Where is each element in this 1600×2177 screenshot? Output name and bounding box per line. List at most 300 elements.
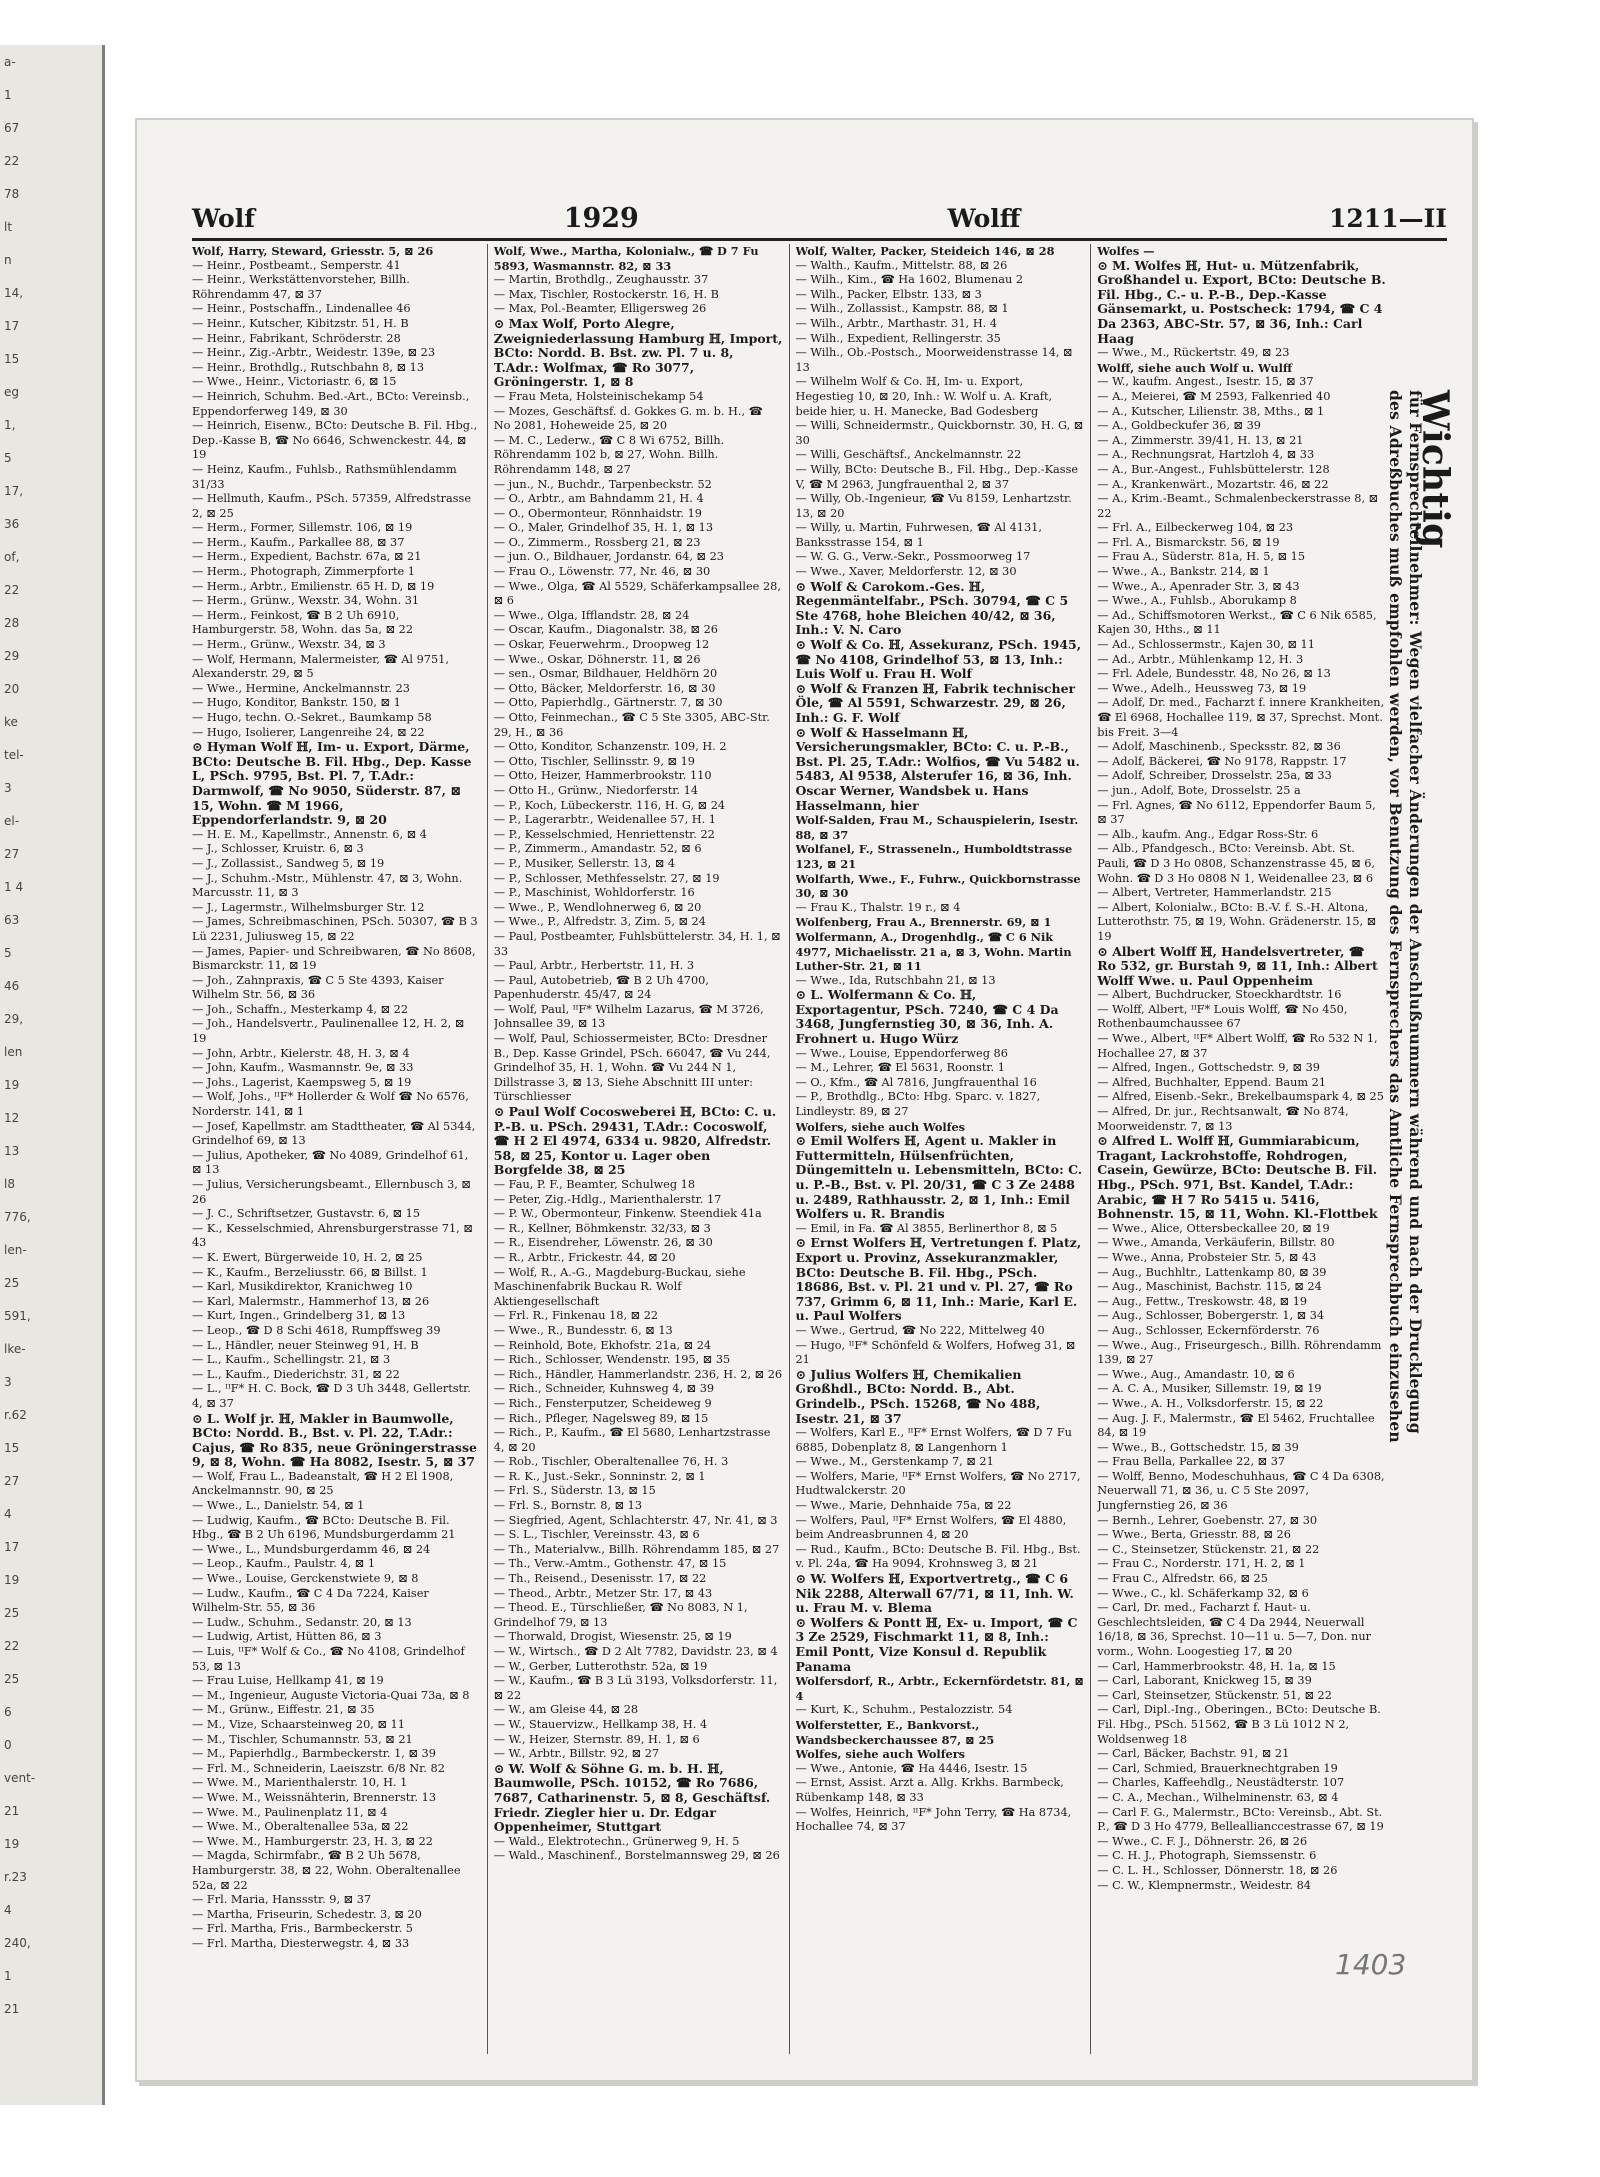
directory-entry: — P., Schlosser, Methfesselstr. 27, ⊠ 19	[493, 871, 720, 885]
directory-entry: — Wolf, R., A.-G., Magdeburg-Buckau, siehe Maschinenfabrik Buckau R. Wolf Aktiengesellschaft	[493, 1265, 746, 1308]
directory-entry: — A., Meierei, ☎ M 2593, Falkenried 40	[1097, 389, 1331, 403]
directory-entry: — Wwe., Louise, Gerckenstwiete 9, ⊠ 8	[192, 1572, 419, 1586]
directory-entry: — O., Obermonteur, Rönnhaidstr. 19	[493, 506, 702, 520]
directory-entry: — Wilh., Packer, Elbstr. 133, ⊠ 3	[795, 287, 982, 301]
directory-entry: — Wwe., Anna, Probsteier Str. 5, ⊠ 43	[1097, 1250, 1317, 1264]
directory-entry: — O., Maler, Grindelhof 35, H. 1, ⊠ 13	[493, 521, 714, 535]
directory-entry: — Adolf, Maschinenb., Specksstr. 82, ⊠ 36	[1097, 740, 1341, 754]
directory-entry: — Aug., Maschinist, Bachstr. 115, ⊠ 24	[1097, 1280, 1322, 1294]
column-4	[1097, 244, 1392, 2054]
directory-entry: Wolfes —	[1097, 244, 1155, 258]
directory-entry: — Emil, in Fa. ☎ Al 3855, Berlinerthor 8, ⊠ 5	[795, 1221, 1058, 1235]
directory-entry: — O., Zimmerm., Rossberg 21, ⊠ 23	[493, 535, 701, 549]
directory-entry: — James, Schreibmaschinen, PSch. 50307, ☎ B 3 Lü 2231, Juliusweg 15, ⊠ 22	[192, 915, 478, 943]
directory-entry: — Reinhold, Bote, Ekhofstr. 21a, ⊠ 24	[493, 1338, 712, 1352]
facing-page-fragment: 25	[4, 1606, 20, 1620]
directory-entry: — J. C., Schriftsetzer, Gustavstr. 6, ⊠ 15	[192, 1207, 421, 1221]
facing-page-fragment: of,	[4, 550, 20, 564]
directory-entry: — Willy, Ob.-Ingenieur, ☎ Vu 8159, Lenhartzstr. 13, ⊠ 20	[795, 492, 1072, 520]
directory-entry: — W., Gerber, Lutterothstr. 52a, ⊠ 19	[493, 1659, 708, 1673]
directory-entry: — M., Vize, Schaarsteinweg 20, ⊠ 11	[192, 1717, 405, 1731]
directory-entry: — Magda, Schirmfabr., ☎ B 2 Uh 5678, Hamburgerstr. 38, ⊠ 22, Wohn. Oberaltenallee 52a, ⊠ 22	[192, 1849, 461, 1892]
directory-entry: — Frl. Martha, Diesterwegstr. 4, ⊠ 33	[192, 1936, 410, 1950]
directory-entry: — M., Lehrer, ☎ El 5631, Roonstr. 1	[795, 1061, 1005, 1075]
directory-entry: — Wolff, Albert, ᴵᴵF* Louis Wolff, ☎ No 450, Rothenbaumchaussee 67	[1097, 1002, 1348, 1031]
directory-entry: — Kurt, K., Schuhm., Pestalozzistr. 54	[795, 1703, 1013, 1717]
directory-entry: — R. K., Just.-Sekr., Sonninstr. 2, ⊠ 1	[493, 1469, 706, 1483]
facing-page-fragment: 27	[4, 847, 20, 861]
directory-entry: — Frl. M., Schneiderin, Laeiszstr. 6/8 Nr. 82	[192, 1761, 445, 1775]
directory-entry: — Wwe., P., Wendlohnerweg 6, ⊠ 20	[493, 900, 702, 914]
column-3	[796, 244, 1092, 2054]
directory-entry: — Wolfers, Karl E., ᴵᴵF* Ernst Wolfers, ☎ D 7 Fu 6885, Dobenplatz 8, ⊠ Langenhorn 1	[795, 1426, 1072, 1454]
directory-entry: — Karl, Musikdirektor, Kranichweg 10	[192, 1280, 413, 1294]
facing-page-fragment: 14,	[4, 286, 24, 300]
directory-entry: — R., Arbtr., Frickestr. 44, ⊠ 20	[493, 1250, 676, 1264]
directory-entry: — Peter, Zig.-Hdlg., Marienthalerstr. 17	[493, 1192, 722, 1206]
directory-entry: — Luis, ᴵᴵF* Wolf & Co., ☎ No 4108, Grindelhof 53, ⊠ 13	[192, 1645, 465, 1673]
directory-entry: ⊙ M. Wolfes ℍ, Hut- u. Mützenfabrik, Großhandel u. Export, BCto: Deutsche B. Fil. Hbg., C.- u. P.-B., Dep.-Kasse Gänsemarkt, u. Postscheck: 1794, ☎ C 4 Da 2363, ABC-Str. 57, ⊠ 36, Inh.: Carl Haag	[1097, 257, 1386, 346]
directory-entry: — Charles, Kaffeehdlg., Neustädterstr. 107	[1097, 1776, 1345, 1790]
directory-entry: — Wilh., Ob.-Postsch., Moorweidenstrasse 14, ⊠ 13	[795, 346, 1073, 374]
directory-entry: — Alfred, Dr. jur., Rechtsanwalt, ☎ No 874, Moorweidenstr. 7, ⊠ 13	[1097, 1105, 1349, 1133]
directory-entry: — Albert, Buchdrucker, Stoeckhardtstr. 16	[1097, 988, 1342, 1002]
directory-entry: Wolf, Wwe., Martha, Kolonialw., ☎ D 7 Fu 5893, Wasmannstr. 82, ⊠ 33	[493, 244, 759, 273]
facing-page-fragment: 4	[4, 1903, 12, 1917]
facing-page-fragment: 22	[4, 583, 20, 597]
directory-entry: — M., Ingenieur, Auguste Victoria-Quai 73a, ⊠ 8	[192, 1688, 470, 1702]
facing-page-edge	[0, 45, 105, 2105]
directory-entry: — O., Arbtr., am Bahndamm 21, H. 4	[493, 492, 704, 506]
directory-entry: — Carl, Schmied, Brauerknechtgraben 19	[1097, 1761, 1338, 1775]
directory-entry: — K., Kesselschmied, Ahrensburgerstrasse 71, ⊠ 43	[192, 1221, 473, 1250]
directory-entry: — Frau O., Löwenstr. 77, Nr. 46, ⊠ 30	[493, 565, 711, 579]
directory-entry: — P., Lagerarbtr., Weidenallee 57, H. 1	[493, 813, 716, 827]
directory-entry: — M., Tischler, Schumannstr. 53, ⊠ 21	[192, 1732, 413, 1746]
directory-entry: — Julius, Apotheker, ☎ No 4089, Grindelhof 61, ⊠ 13	[192, 1148, 469, 1177]
directory-entry: — Ernst, Assist. Arzt a. Allg. Krkhs. Barmbeck, Rübenkamp 148, ⊠ 33	[795, 1776, 1064, 1804]
directory-entry: ⊙ W. Wolfers ℍ, Exportvertretg., ☎ C 6 Nik 2288, Alterwall 67/71, ⊠ 11, Inh. W. u. Frau M. v. Blema	[795, 1571, 1074, 1616]
directory-entry: — P., Brothdlg., BCto: Hbg. Sparc. v. 1827, Lindleystr. 89, ⊠ 27	[795, 1090, 1041, 1119]
directory-entry: — S. L., Tischler, Vereinsstr. 43, ⊠ 6	[493, 1528, 700, 1542]
facing-page-fragment: 20	[4, 682, 20, 696]
notice-line-2: des Adreßbuches muß empfohlen werden, vor Benutzung des Fernsprechers das Amtliche Fernsprechbuch einzusehen	[1386, 390, 1405, 1443]
directory-entry: — Herm., Feinkost, ☎ B 2 Uh 6910, Hamburgerstr. 58, Wohn. das 5a, ⊠ 22	[192, 608, 414, 637]
directory-entry: — Leop., ☎ D 8 Schi 4618, Rumpffsweg 39	[192, 1323, 441, 1337]
directory-entry: — Frau C., Norderstr. 171, H. 2, ⊠ 1	[1097, 1557, 1306, 1571]
handwritten-page-note: 1403	[1335, 1948, 1407, 1981]
directory-entry: — Hugo, ᴵᴵF* Schönfeld & Wolfers, Hofweg 31, ⊠ 21	[795, 1338, 1076, 1367]
directory-entry: — Frl. Adele, Bundesstr. 48, No 26, ⊠ 13	[1097, 667, 1331, 681]
directory-entry: — Wwe. M., Paulinenplatz 11, ⊠ 4	[192, 1805, 388, 1819]
facing-page-fragment: r.62	[4, 1408, 27, 1422]
directory-entry: — Albert, Kolonialw., BCto: B.-V. f. S.-H. Altona, Lutterothstr. 75, ⊠ 19, Wohn. Grädenerstr. 15, ⊠ 19	[1097, 900, 1377, 943]
facing-page-fragment: 6	[4, 1705, 12, 1719]
directory-entry: — Joh., Zahnpraxis, ☎ C 5 Ste 4393, Kaiser Wilhelm Str. 56, ⊠ 36	[192, 973, 444, 1002]
directory-entry: — Julius, Versicherungsbeamt., Ellernbusch 3, ⊠ 26	[192, 1178, 471, 1206]
directory-entry: — Th., Verw.-Amtm., Gothenstr. 47, ⊠ 15	[493, 1557, 727, 1571]
directory-entry: — Oskar, Feuerwehrm., Droopweg 12	[493, 638, 710, 652]
directory-entry: — A., Bur.-Angest., Fuhlsbüttelerstr. 128	[1097, 462, 1330, 476]
directory-entry: — A., Krim.-Beamt., Schmalenbeckerstrasse 8, ⊠ 22	[1097, 492, 1379, 520]
directory-entry: — Heinz, Kaufm., Fuhlsb., Rathsmühlendamm 31/33	[192, 462, 457, 491]
directory-entry: — W., Arbtr., Billstr. 92, ⊠ 27	[493, 1747, 660, 1761]
directory-entry: — Wilhelm Wolf & Co. ℍ, Im- u. Export, Hegestieg 10, ⊠ 20, Inh.: W. Wolf u. A. Kraft, beide hier, u. H. Manecke, Bad Godesberg	[795, 375, 1053, 418]
directory-entry: — Rich., Händler, Hammerlandstr. 236, H. 2, ⊠ 26	[493, 1367, 783, 1381]
directory-entry: Wolferstetter, E., Bankvorst., Wandsbeckerchaussee 87, ⊠ 25	[795, 1717, 995, 1747]
facing-page-fragment: lt	[4, 220, 13, 234]
directory-entry: — Heinrich, Eisenw., BCto: Deutsche B. Fil. Hbg., Dep.-Kasse B, ☎ No 6646, Schwenckestr. 44, ⊠ 19	[192, 419, 478, 462]
facing-page-fragment: 12	[4, 1111, 20, 1125]
directory-entry: — Wwe., Heinr., Victoriastr. 6, ⊠ 15	[192, 375, 397, 389]
directory-entry: — Wwe., A., Fuhlsb., Aborukamp 8	[1097, 594, 1297, 608]
directory-entry: — Wwe., M., Gerstenkamp 7, ⊠ 21	[795, 1455, 994, 1469]
directory-entry: — Herm., Grünw., Wexstr. 34, Wohn. 31	[192, 594, 420, 608]
directory-entry: — Ad., Schiffsmotoren Werkst., ☎ C 6 Nik 6585, Kajen 30, Hths., ⊠ 11	[1097, 608, 1377, 637]
directory-entry: — Frl. Maria, Hanssstr. 9, ⊠ 37	[192, 1893, 372, 1907]
directory-entry: — K., Kaufm., Berzeliusstr. 66, ⊠ Billst. 1	[192, 1265, 428, 1279]
directory-entry: — C. L. H., Schlosser, Dönnerstr. 18, ⊠ 26	[1097, 1863, 1338, 1877]
directory-entry: — Wwe., Berta, Griesstr. 88, ⊠ 26	[1097, 1528, 1291, 1542]
facing-page-fragment: tel-	[4, 748, 24, 762]
directory-entry: — Willi, Schneidermstr., Quickbornstr. 30, H. G, ⊠ 30	[795, 419, 1084, 447]
directory-entry: — W., kaufm. Angest., Isestr. 15, ⊠ 37	[1097, 375, 1314, 389]
directory-entry: — Rich., Schlosser, Wendenstr. 195, ⊠ 35	[493, 1353, 731, 1367]
directory-entry: — Max, Pol.-Beamter, Elligersweg 26	[493, 302, 707, 316]
directory-entry: — Wwe., Aug., Friseurgesch., Billh. Röhrendamm 139, ⊠ 27	[1097, 1338, 1382, 1367]
facing-page-fragment: 25	[4, 1672, 20, 1686]
directory-entry: — Wwe., P., Alfredstr. 3, Zim. 5, ⊠ 24	[493, 915, 706, 929]
directory-entry: — Josef, Kapellmstr. am Stadttheater, ☎ Al 5344, Grindelhof 69, ⊠ 13	[192, 1119, 476, 1148]
directory-entry: — Thorwald, Drogist, Wiesenstr. 25, ⊠ 19	[493, 1630, 732, 1644]
directory-entry: — Frl. Agnes, ☎ No 6112, Eppendorfer Baum 5, ⊠ 37	[1097, 798, 1376, 827]
directory-entry: — Wwe., A., Apenrader Str. 3, ⊠ 43	[1097, 579, 1300, 593]
directory-entry: — Wwe., A. H., Volksdorferstr. 15, ⊠ 22	[1097, 1396, 1324, 1410]
directory-entry: — Wwe. M., Weissnähterin, Brennerstr. 13	[192, 1790, 437, 1804]
directory-entry: ⊙ Wolf & Hasselmann ℍ, Versicherungsmakler, BCto: C. u. P.-B., Bst. Pl. 25, T.Adr.: Wolfios, ☎ Vu 5482 u. 5483, Al 9538, Alsterufer 16, ⊠ 36, Inh. Oscar Werner, Wandsbek u. Hans Hasselmann, hier	[795, 724, 1080, 813]
facing-page-fragment: ke	[4, 715, 18, 729]
directory-entry: — Carl F. G., Malermstr., BCto: Vereinsb., Abt. St. P., ☎ D 3 Ho 4779, Belleallianccestrasse 67, ⊠ 19	[1097, 1805, 1384, 1834]
facing-page-fragment: 19	[4, 1837, 20, 1851]
directory-entry: — Otto H., Grünw., Niedorferstr. 14	[493, 783, 699, 797]
directory-entry: — Frl. R., Finkenau 18, ⊠ 22	[493, 1309, 659, 1323]
directory-entry: — W., am Gleise 44, ⊠ 28	[493, 1703, 639, 1717]
directory-entry: — Karl, Malermstr., Hammerhof 13, ⊠ 26	[192, 1294, 430, 1308]
facing-page-fragment: vent-	[4, 1771, 36, 1785]
facing-page-fragment: 776,	[4, 1210, 31, 1224]
directory-entry: — Wwe., B., Gottschedstr. 15, ⊠ 39	[1097, 1440, 1299, 1454]
facing-page-fragment: 1,	[4, 418, 16, 432]
directory-entry: — C. A., Mechan., Wilhelminenstr. 63, ⊠ 4	[1097, 1790, 1339, 1804]
directory-entry: — Frl. A., Eilbeckerweg 104, ⊠ 23	[1097, 521, 1294, 535]
directory-entry: — W., Wirtsch., ☎ D 2 Alt 7782, Davidstr. 23, ⊠ 4	[493, 1645, 778, 1658]
directory-entry: — Herm., Kaufm., Parkallee 88, ⊠ 37	[192, 535, 405, 549]
directory-entry: — Otto, Papierhdlg., Gärtnerstr. 7, ⊠ 30	[493, 696, 723, 710]
facing-page-fragment: 29,	[4, 1012, 24, 1026]
directory-entry: — Alb., kaufm. Ang., Edgar Ross-Str. 6	[1097, 827, 1319, 841]
directory-entry: — Wwe., Olga, Ifflandstr. 28, ⊠ 24	[493, 608, 690, 622]
directory-entry: — Willy, u. Martin, Fuhrwesen, ☎ Al 4131, Banksstrasse 154, ⊠ 1	[795, 521, 1042, 549]
directory-entry: — A., Goldbeckufer 36, ⊠ 39	[1097, 419, 1261, 433]
directory-entry: — Mozes, Geschäftsf. d. Gokkes G. m. b. H., ☎ No 2081, Hoheweide 25, ⊠ 20	[493, 404, 763, 433]
directory-entry: — Wwe., Amanda, Verkäuferin, Billstr. 80	[1097, 1236, 1335, 1250]
directory-entry: — Frl. Martha, Fris., Barmbeckerstr. 5	[192, 1922, 413, 1936]
directory-entry: — Wwe., Antonie, ☎ Ha 4446, Isestr. 15	[795, 1761, 1028, 1775]
directory-entry: — Rob., Tischler, Oberaltenallee 76, H. 3	[493, 1455, 729, 1469]
facing-page-fragment: a-	[4, 55, 16, 69]
directory-entry: Wolfers, siehe auch Wolfes	[795, 1119, 966, 1134]
directory-entry: Wolfersdorf, R., Arbtr., Eckernfördetstr. 81, ⊠ 4	[795, 1674, 1084, 1703]
directory-entry: — John, Kaufm., Wasmannstr. 9e, ⊠ 33	[192, 1061, 414, 1075]
directory-entry: — Albert, Vertreter, Hammerlandstr. 215	[1097, 886, 1332, 900]
listing-columns	[192, 244, 1392, 2054]
directory-entry: — Alfred, Eisenb.-Sekr., Brekelbaumspark 4, ⊠ 25	[1097, 1090, 1384, 1104]
directory-entry: — Frau C., Alfredstr. 66, ⊠ 25	[1097, 1572, 1268, 1586]
directory-entry: ⊙ L. Wolf jr. ℍ, Makler in Baumwolle, BCto: Nordd. B., Bst. v. Pl. 22, T.Adr.: Cajus, ☎ Ro 835, neue Gröningerstrasse 9, ⊠ 8, Wohn. ☎ Ha 8082, Isestr. 5, ⊠ 37	[192, 1410, 477, 1470]
header-year: 1929	[563, 202, 639, 234]
directory-entry: — Alb., Pfandgesch., BCto: Vereinsb. Abt. St. Pauli, ☎ D 3 Ho 0808, Schanzenstrasse 45, ⊠ 6, Wohn. ☎ D 3 Ho 0808 N 1, Weidenallee 23, ⊠ 6	[1097, 842, 1376, 885]
directory-entry: — A., Kutscher, Lilienstr. 38, Mths., ⊠ 1	[1097, 404, 1325, 418]
directory-entry: Wolfanel, F., Strasseneln., Humboldtstrasse 123, ⊠ 21	[795, 842, 1073, 871]
facing-page-fragment: 1 4	[4, 880, 24, 894]
directory-entry: — Otto, Tischler, Sellinsstr. 9, ⊠ 19	[493, 754, 695, 768]
facing-page-fragment: lke-	[4, 1342, 26, 1356]
header-right-surname: Wolff	[947, 203, 1021, 233]
facing-page-fragment: n	[4, 253, 12, 267]
facing-page-fragment: 27	[4, 1474, 20, 1488]
directory-entry: — Rud., Kaufm., BCto: Deutsche B. Fil. Hbg., Bst. v. Pl. 24a, ☎ Ha 9094, Krohnsweg 3, ⊠ 21	[795, 1542, 1081, 1571]
directory-entry: — Wwe., R., Bundesstr. 6, ⊠ 13	[493, 1323, 673, 1337]
directory-entry: — Wwe., Marie, Dehnhaide 75a, ⊠ 22	[795, 1499, 1012, 1513]
directory-entry: — C. W., Klempnermstr., Weidestr. 84	[1097, 1878, 1311, 1892]
directory-entry: — Kurt, Ingen., Grindelberg 31, ⊠ 13	[192, 1309, 406, 1323]
directory-entry: — Wilh., Expedient, Rellingerstr. 35	[795, 331, 1001, 345]
directory-entry: — Willy, BCto: Deutsche B., Fil. Hbg., Dep.-Kasse V, ☎ M 2963, Jungfrauenthal 2, ⊠ 37	[795, 462, 1079, 491]
directory-entry: Wolfes, siehe auch Wolfers	[795, 1747, 966, 1762]
directory-entry: — Frau Bella, Parkallee 22, ⊠ 37	[1097, 1455, 1286, 1469]
directory-entry: — Heinr., Postbeamt., Semperstr. 41	[192, 258, 401, 272]
facing-page-fragment: len	[4, 1045, 23, 1059]
directory-entry: — Rich., Fensterputzer, Scheideweg 9	[493, 1396, 712, 1410]
directory-entry: — Wwe., Oskar, Döhnerstr. 11, ⊠ 26	[493, 652, 701, 666]
directory-entry: — L., Händler, neuer Steinweg 91, H. B	[192, 1338, 419, 1352]
directory-entry: — Rich., Schneider, Kuhnsweg 4, ⊠ 39	[493, 1382, 715, 1396]
directory-entry: — Wwe., Ida, Rutschbahn 21, ⊠ 13	[795, 973, 996, 987]
directory-entry: — Rich., Pfleger, Nagelsweg 89, ⊠ 15	[493, 1411, 709, 1425]
directory-entry: ⊙ Alfred L. Wolff ℍ, Gummiarabicum, Tragant, Lackrohstoffe, Rohdrogen, Casein, Gewürze, BCto: Deutsche B. Fil. Hbg., PSch. 971, Bst. Kandel, T.Adr.: Arabic, ☎ H 7 Ro 5415 u. 5416, Bohnenstr. 15, ⊠ 11, Wohn. Kl.-Flottbek	[1097, 1133, 1378, 1222]
directory-entry: Wolfenberg, Frau A., Brennerstr. 69, ⊠ 1	[795, 915, 1052, 930]
directory-entry: — J., Lagermstr., Wilhelmsburger Str. 12	[192, 900, 425, 914]
directory-entry: — A., Rechnungsrat, Hartzloh 4, ⊠ 33	[1097, 448, 1315, 462]
directory-entry: — Wolfes, Heinrich, ᴵᴵF* John Terry, ☎ Ha 8734, Hochallee 74, ⊠ 37	[795, 1805, 1072, 1834]
directory-entry: — J., Schuhm.-Mstr., Mühlenstr. 47, ⊠ 3, Wohn. Marcusstr. 11, ⊠ 3	[192, 871, 463, 900]
directory-entry: — M., Grünw., Eiffestr. 21, ⊠ 35	[192, 1703, 375, 1717]
facing-page-fragment: 17,	[4, 484, 24, 498]
directory-entry: — Wwe., Hermine, Anckelmannstr. 23	[192, 681, 410, 695]
facing-page-fragment: 22	[4, 1639, 20, 1653]
directory-entry: — Wilh., Zollassist., Kampstr. 88, ⊠ 1	[795, 302, 1009, 316]
directory-entry: — Wolf, Frau L., Badeanstalt, ☎ H 2 El 1908, Anckelmannstr. 90, ⊠ 25	[192, 1469, 454, 1498]
directory-entry: — Paul, Postbeamter, Fuhlsbüttelerstr. 34, H. 1, ⊠ 33	[493, 929, 781, 958]
notice-line-1: für Fernsprechteilnehmer: Wegen vielfacher Änderungen der Anschlußnummern während und nach der Drucklegung	[1406, 390, 1425, 1434]
facing-page-fragment: 21	[4, 1804, 20, 1818]
facing-page-fragment: 25	[4, 1276, 20, 1290]
directory-entry: — Heinr., Werkstättenvorsteher, Billh. Röhrendamm 47, ⊠ 37	[192, 273, 410, 301]
directory-entry: — Frau Meta, Holsteinischekamp 54	[493, 389, 704, 403]
facing-page-fragment: 5	[4, 946, 12, 960]
directory-entry: — W. G. G., Verw.-Sekr., Possmoorweg 17	[795, 550, 1031, 564]
directory-entry: ⊙ Wolf & Franzen ℍ, Fabrik technischer Öle, ☎ Al 5591, Schwarzestr. 29, ⊠ 26, Inh.: G. F. Wolf	[795, 680, 1076, 725]
directory-entry: ⊙ Emil Wolfers ℍ, Agent u. Makler in Futtermitteln, Hülsenfrüchten, Düngemitteln u. Lebensmitteln, BCto: C. u. P.-B., Bst. v. Pl. 20/31, ☎ C 3 Ze 2488 u. 2489, Rathhausstr. 2, ⊠ 1, Inh.: Emil Wolfers u. R. Brandis	[795, 1133, 1083, 1222]
facing-page-fragment: 1	[4, 1969, 12, 1983]
directory-entry: — Frau A., Süderstr. 81a, H. 5, ⊠ 15	[1097, 550, 1306, 564]
directory-entry: — Theod., Arbtr., Metzer Str. 17, ⊠ 43	[493, 1586, 713, 1600]
directory-entry: — Bernh., Lehrer, Goebenstr. 27, ⊠ 30	[1097, 1513, 1318, 1527]
directory-entry: — Wwe., Aug., Amandastr. 10, ⊠ 6	[1097, 1367, 1295, 1381]
directory-entry: — C. H. J., Photograph, Siemssenstr. 6	[1097, 1849, 1317, 1863]
directory-entry: — Hugo, Konditor, Bankstr. 150, ⊠ 1	[192, 696, 401, 710]
directory-entry: Wolfermann, A., Drogenhdlg., ☎ C 6 Nik 4977, Michaelisstr. 21 a, ⊠ 3, Wohn. Martin Luther-Str. 21, ⊠ 11	[795, 929, 1072, 974]
directory-entry: — Joh., Handelsvertr., Paulinenallee 12, H. 2, ⊠ 19	[192, 1017, 465, 1046]
directory-entry: — Oscar, Kaufm., Diagonalstr. 38, ⊠ 26	[493, 623, 718, 637]
facing-page-fragment: 4	[4, 1507, 12, 1521]
directory-entry: — P., Musiker, Sellerstr. 13, ⊠ 4	[493, 856, 676, 870]
directory-entry: ⊙ Max Wolf, Porto Alegre, Zweigniederlassung Hamburg ℍ, Import, BCto: Nordd. B. Bst. zw. Pl. 7 u. 8, T.Adr.: Wolfmax, ☎ Ro 3077, Gröningerstr. 1, ⊠ 8	[493, 315, 783, 390]
directory-entry: — Wald., Elektrotechn., Grünerweg 9, H. 5	[493, 1834, 740, 1848]
directory-entry: — sen., Osmar, Bildhauer, Heldhörn 20	[493, 667, 718, 681]
directory-entry: — Wwe. M., Hamburgerstr. 23, H. 3, ⊠ 22	[192, 1834, 433, 1848]
facing-page-fragment: 46	[4, 979, 20, 993]
directory-entry: Wolf, Harry, Steward, Griesstr. 5, ⊠ 26	[192, 244, 434, 258]
facing-page-fragment: 13	[4, 1144, 20, 1158]
directory-entry: — Wwe., M., Rückertstr. 49, ⊠ 23	[1097, 346, 1290, 360]
directory-entry: ⊙ Albert Wolff ℍ, Handelsvertreter, ☎ Ro 532, gr. Burstah 9, ⊠ 11, Inh.: Albert Wolff Wwe. u. Paul Oppenheim	[1097, 943, 1378, 988]
directory-entry: ⊙ Paul Wolf Cocosweberei ℍ, BCto: C. u. P.-B. u. PSch. 29431, T.Adr.: Cocoswolf, ☎ H 2 El 4974, 6334 u. 9820, Alfredstr. 58, ⊠ 25, Kontor u. Lager oben Borgfelde 38, ⊠ 25	[493, 1104, 777, 1178]
page-header	[192, 198, 1447, 241]
facing-page-fragment: 3	[4, 1375, 12, 1389]
page-number: 1211—II	[1329, 203, 1447, 233]
directory-entry: — O., Kfm., ☎ Al 7816, Jungfrauenthal 16	[795, 1075, 1037, 1089]
directory-entry: — Wolfers, Marie, ᴵᴵF* Ernst Wolfers, ☎ No 2717, Hudtwalckerstr. 20	[795, 1469, 1081, 1498]
important-notice-sidebar	[1375, 390, 1456, 1730]
directory-entry: — Carl, Steinsetzer, Stückenstr. 51, ⊠ 22	[1097, 1688, 1332, 1702]
directory-entry: — Wwe., Louise, Eppendorferweg 86	[795, 1046, 1008, 1060]
facing-page-fragment: el-	[4, 814, 20, 828]
directory-entry: — Ludwig, Artist, Hütten 86, ⊠ 3	[192, 1630, 382, 1644]
directory-entry: — Alfred, Buchhalter, Eppend. Baum 21	[1097, 1075, 1327, 1089]
directory-entry: — Adolf, Bäckerei, ☎ No 9178, Rappstr. 17	[1097, 754, 1347, 768]
directory-entry: Wolf-Salden, Frau M., Schauspielerin, Isestr. 88, ⊠ 37	[795, 813, 1079, 842]
directory-entry: — W., Heizer, Sternstr. 89, H. 1, ⊠ 6	[493, 1732, 700, 1746]
directory-entry: — Wwe., Alice, Ottersbeckallee 20, ⊠ 19	[1097, 1221, 1330, 1235]
directory-entry: — Ludw., Kaufm., ☎ C 4 Da 7224, Kaiser Wilhelm-Str. 55, ⊠ 36	[192, 1586, 429, 1615]
directory-entry: — jun. O., Bildhauer, Jordanstr. 64, ⊠ 23	[493, 550, 724, 564]
directory-entry: — L., Kaufm., Diederichstr. 31, ⊠ 22	[192, 1367, 400, 1381]
directory-entry: — Johs., Lagerist, Kaempsweg 5, ⊠ 19	[192, 1075, 412, 1089]
directory-entry: — Wald., Maschinenf., Borstelmannsweg 29, ⊠ 26	[493, 1849, 780, 1863]
directory-entry: — Paul, Autobetrieb, ☎ B 2 Uh 4700, Papenhuderstr. 45/47, ⊠ 24	[493, 973, 709, 1002]
facing-page-fragment: 22	[4, 154, 20, 168]
directory-entry: — H. E. M., Kapellmstr., Annenstr. 6, ⊠ 4	[192, 827, 427, 841]
directory-entry: Wolf, Walter, Packer, Steideich 146, ⊠ 28	[795, 244, 1055, 258]
directory-entry: — Carl, Bäcker, Bachstr. 91, ⊠ 21	[1097, 1747, 1290, 1761]
directory-entry: — Carl, Dipl.-Ing., Oberingen., BCto: Deutsche B. Fil. Hbg., PSch. 51562, ☎ B 3 Lü 1012 N 2, Woldsenweg 18	[1097, 1703, 1381, 1746]
directory-entry: — P., Koch, Lübeckerstr. 116, H. G, ⊠ 24	[493, 798, 726, 812]
directory-entry: — Aug., Schlosser, Eckernförderstr. 76	[1097, 1323, 1320, 1337]
directory-entry: — Otto, Feinmechan., ☎ C 5 Ste 3305, ABC-Str. 29, H., ⊠ 36	[493, 711, 770, 739]
directory-entry: — Max, Tischler, Rostockerstr. 16, H. B	[493, 287, 719, 301]
directory-entry: — Rich., P., Kaufm., ☎ El 5680, Lenhartzstrasse 4, ⊠ 20	[493, 1426, 771, 1454]
directory-entry: — Wilh., Arbtr., Marthastr. 31, H. 4	[795, 316, 998, 330]
directory-entry: — Wwe., Gertrud, ☎ No 222, Mittelweg 40	[795, 1323, 1045, 1337]
facing-page-fragment: 29	[4, 649, 20, 663]
directory-entry: — Wwe., Adelh., Heussweg 73, ⊠ 19	[1097, 681, 1307, 695]
directory-entry: — Otto, Konditor, Schanzenstr. 109, H. 2	[493, 740, 727, 754]
directory-entry: — Carl, Laborant, Knickweg 15, ⊠ 39	[1097, 1674, 1312, 1688]
directory-entry: — R., Kellner, Böhmkenstr. 32/33, ⊠ 3	[493, 1221, 711, 1235]
facing-page-fragment: 5	[4, 451, 12, 465]
directory-entry: — Wilh., Kim., ☎ Ha 1602, Blumenau 2	[795, 273, 1024, 287]
directory-entry: — Wwe., L., Danielstr. 54, ⊠ 1	[192, 1499, 365, 1513]
directory-entry: — Hellmuth, Kaufm., PSch. 57359, Alfredstrasse 2, ⊠ 25	[192, 492, 472, 520]
directory-entry: — Wwe., C. F. J., Döhnerstr. 26, ⊠ 26	[1097, 1834, 1308, 1848]
facing-page-fragment: 1	[4, 88, 12, 102]
directory-entry: — Ad., Arbtr., Mühlenkamp 12, H. 3	[1097, 652, 1304, 666]
directory-entry: — A., Krankenwärt., Mozartstr. 46, ⊠ 22	[1097, 477, 1329, 491]
directory-entry: — Hugo, Isolierer, Langenreihe 24, ⊠ 22	[192, 725, 425, 739]
facing-page-fragment: 15	[4, 352, 20, 366]
directory-entry: — Otto, Bäcker, Meldorferstr. 16, ⊠ 30	[493, 681, 716, 695]
directory-entry: — Wolff, Benno, Modeschuhhaus, ☎ C 4 Da 6308, Neuerwall 71, ⊠ 36, u. C 5 Ste 2097, Jungfernstieg 26, ⊠ 36	[1097, 1469, 1385, 1513]
facing-page-fragment: 67	[4, 121, 20, 135]
directory-entry: — A. C. A., Musiker, Sillemstr. 19, ⊠ 19	[1097, 1382, 1322, 1396]
directory-entry: — Aug., Buchhltr., Lattenkamp 80, ⊠ 39	[1097, 1265, 1327, 1279]
directory-entry: — Wwe., Olga, ☎ Al 5529, Schäferkampsallee 28, ⊠ 6	[493, 579, 781, 608]
directory-entry: — Wwe., C., kl. Schäferkamp 32, ⊠ 6	[1097, 1586, 1309, 1600]
directory-entry: — Frl. A., Bismarckstr. 56, ⊠ 19	[1097, 535, 1280, 549]
directory-entry: — R., Eisendreher, Löwenstr. 26, ⊠ 30	[493, 1236, 713, 1250]
directory-entry: — jun., N., Buchdr., Tarpenbeckstr. 52	[493, 477, 712, 491]
directory-entry: — Frau K., Thalstr. 19 r., ⊠ 4	[795, 900, 961, 914]
directory-entry: — W., Stauervizw., Hellkamp 38, H. 4	[493, 1717, 708, 1731]
directory-entry: Wolff, siehe auch Wolf u. Wulff	[1097, 360, 1293, 375]
directory-entry: — Aug., Schlosser, Bobergerstr. 1, ⊠ 34	[1097, 1309, 1325, 1323]
directory-entry: — Carl, Dr. med., Facharzt f. Haut- u. Geschlechtsleiden, ☎ C 4 Da 2944, Neuerwall 16/18, ⊠ 36, Sprechst. 10—11 u. 5—7, Don. nur vorm., Wohn. Loogestieg 17, ⊠ 20	[1097, 1601, 1371, 1658]
directory-entry: — Heinr., Brothdlg., Rutschbahn 8, ⊠ 13	[192, 360, 425, 374]
facing-page-fragment: 36	[4, 517, 20, 531]
directory-entry: — A., Zimmerstr. 39/41, H. 13, ⊠ 21	[1097, 433, 1304, 447]
directory-entry: — L., ᴵᴵF* H. C. Bock, ☎ D 3 Uh 3448, Gellertstr. 4, ⊠ 37	[192, 1382, 471, 1410]
directory-entry: — M., Papierhdlg., Barmbeckerstr. 1, ⊠ 39	[192, 1747, 436, 1761]
directory-entry: — Heinr., Kutscher, Kibitzstr. 51, H. B	[192, 316, 409, 330]
directory-entry: — W., Kaufm., ☎ B 3 Lü 3193, Volksdorferstr. 11, ⊠ 22	[493, 1674, 778, 1702]
directory-entry: — Paul, Arbtr., Herbertstr. 11, H. 3	[493, 959, 695, 973]
directory-entry: — Heinr., Fabrikant, Schröderstr. 28	[192, 331, 401, 345]
directory-entry: — Willi, Geschäftsf., Anckelmannstr. 22	[795, 448, 1022, 462]
facing-page-fragment: 19	[4, 1573, 20, 1587]
facing-page-fragment: 17	[4, 1540, 20, 1554]
facing-page-fragment: 0	[4, 1738, 12, 1752]
directory-entry: ⊙ Wolf & Carokom.-Ges. ℍ, Regenmäntelfabr., PSch. 30794, ☎ C 5 Ste 4768, hohe Bleichen 40/42, ⊠ 36, Inh.: V. N. Caro	[795, 578, 1069, 638]
directory-entry: — Theod. E., Türschließer, ☎ No 8083, N 1, Grindelhof 79, ⊠ 13	[493, 1601, 748, 1629]
directory-entry: — Adolf, Schreiber, Drosselstr. 25a, ⊠ 33	[1097, 769, 1332, 783]
directory-entry: — Frl. S., Bornstr. 8, ⊠ 13	[493, 1499, 643, 1513]
directory-entry: — P., Kesselschmied, Henriettenstr. 22	[493, 827, 715, 841]
directory-entry: — Martin, Brothdlg., Zeughausstr. 37	[493, 273, 709, 287]
facing-page-fragment: 19	[4, 1078, 20, 1092]
directory-entry: ⊙ Wolfers & Pontt ℍ, Ex- u. Import, ☎ C 3 Ze 2529, Fischmarkt 11, ⊠ 8, Inh.: Emil Pontt, Vize Konsul d. Republik Panama	[795, 1614, 1078, 1674]
directory-entry: — Adolf, Dr. med., Facharzt f. innere Krankheiten, ☎ El 6968, Hochallee 119, ⊠ 37, Sprechst. Mont. bis Freit. 3—4	[1097, 696, 1385, 739]
